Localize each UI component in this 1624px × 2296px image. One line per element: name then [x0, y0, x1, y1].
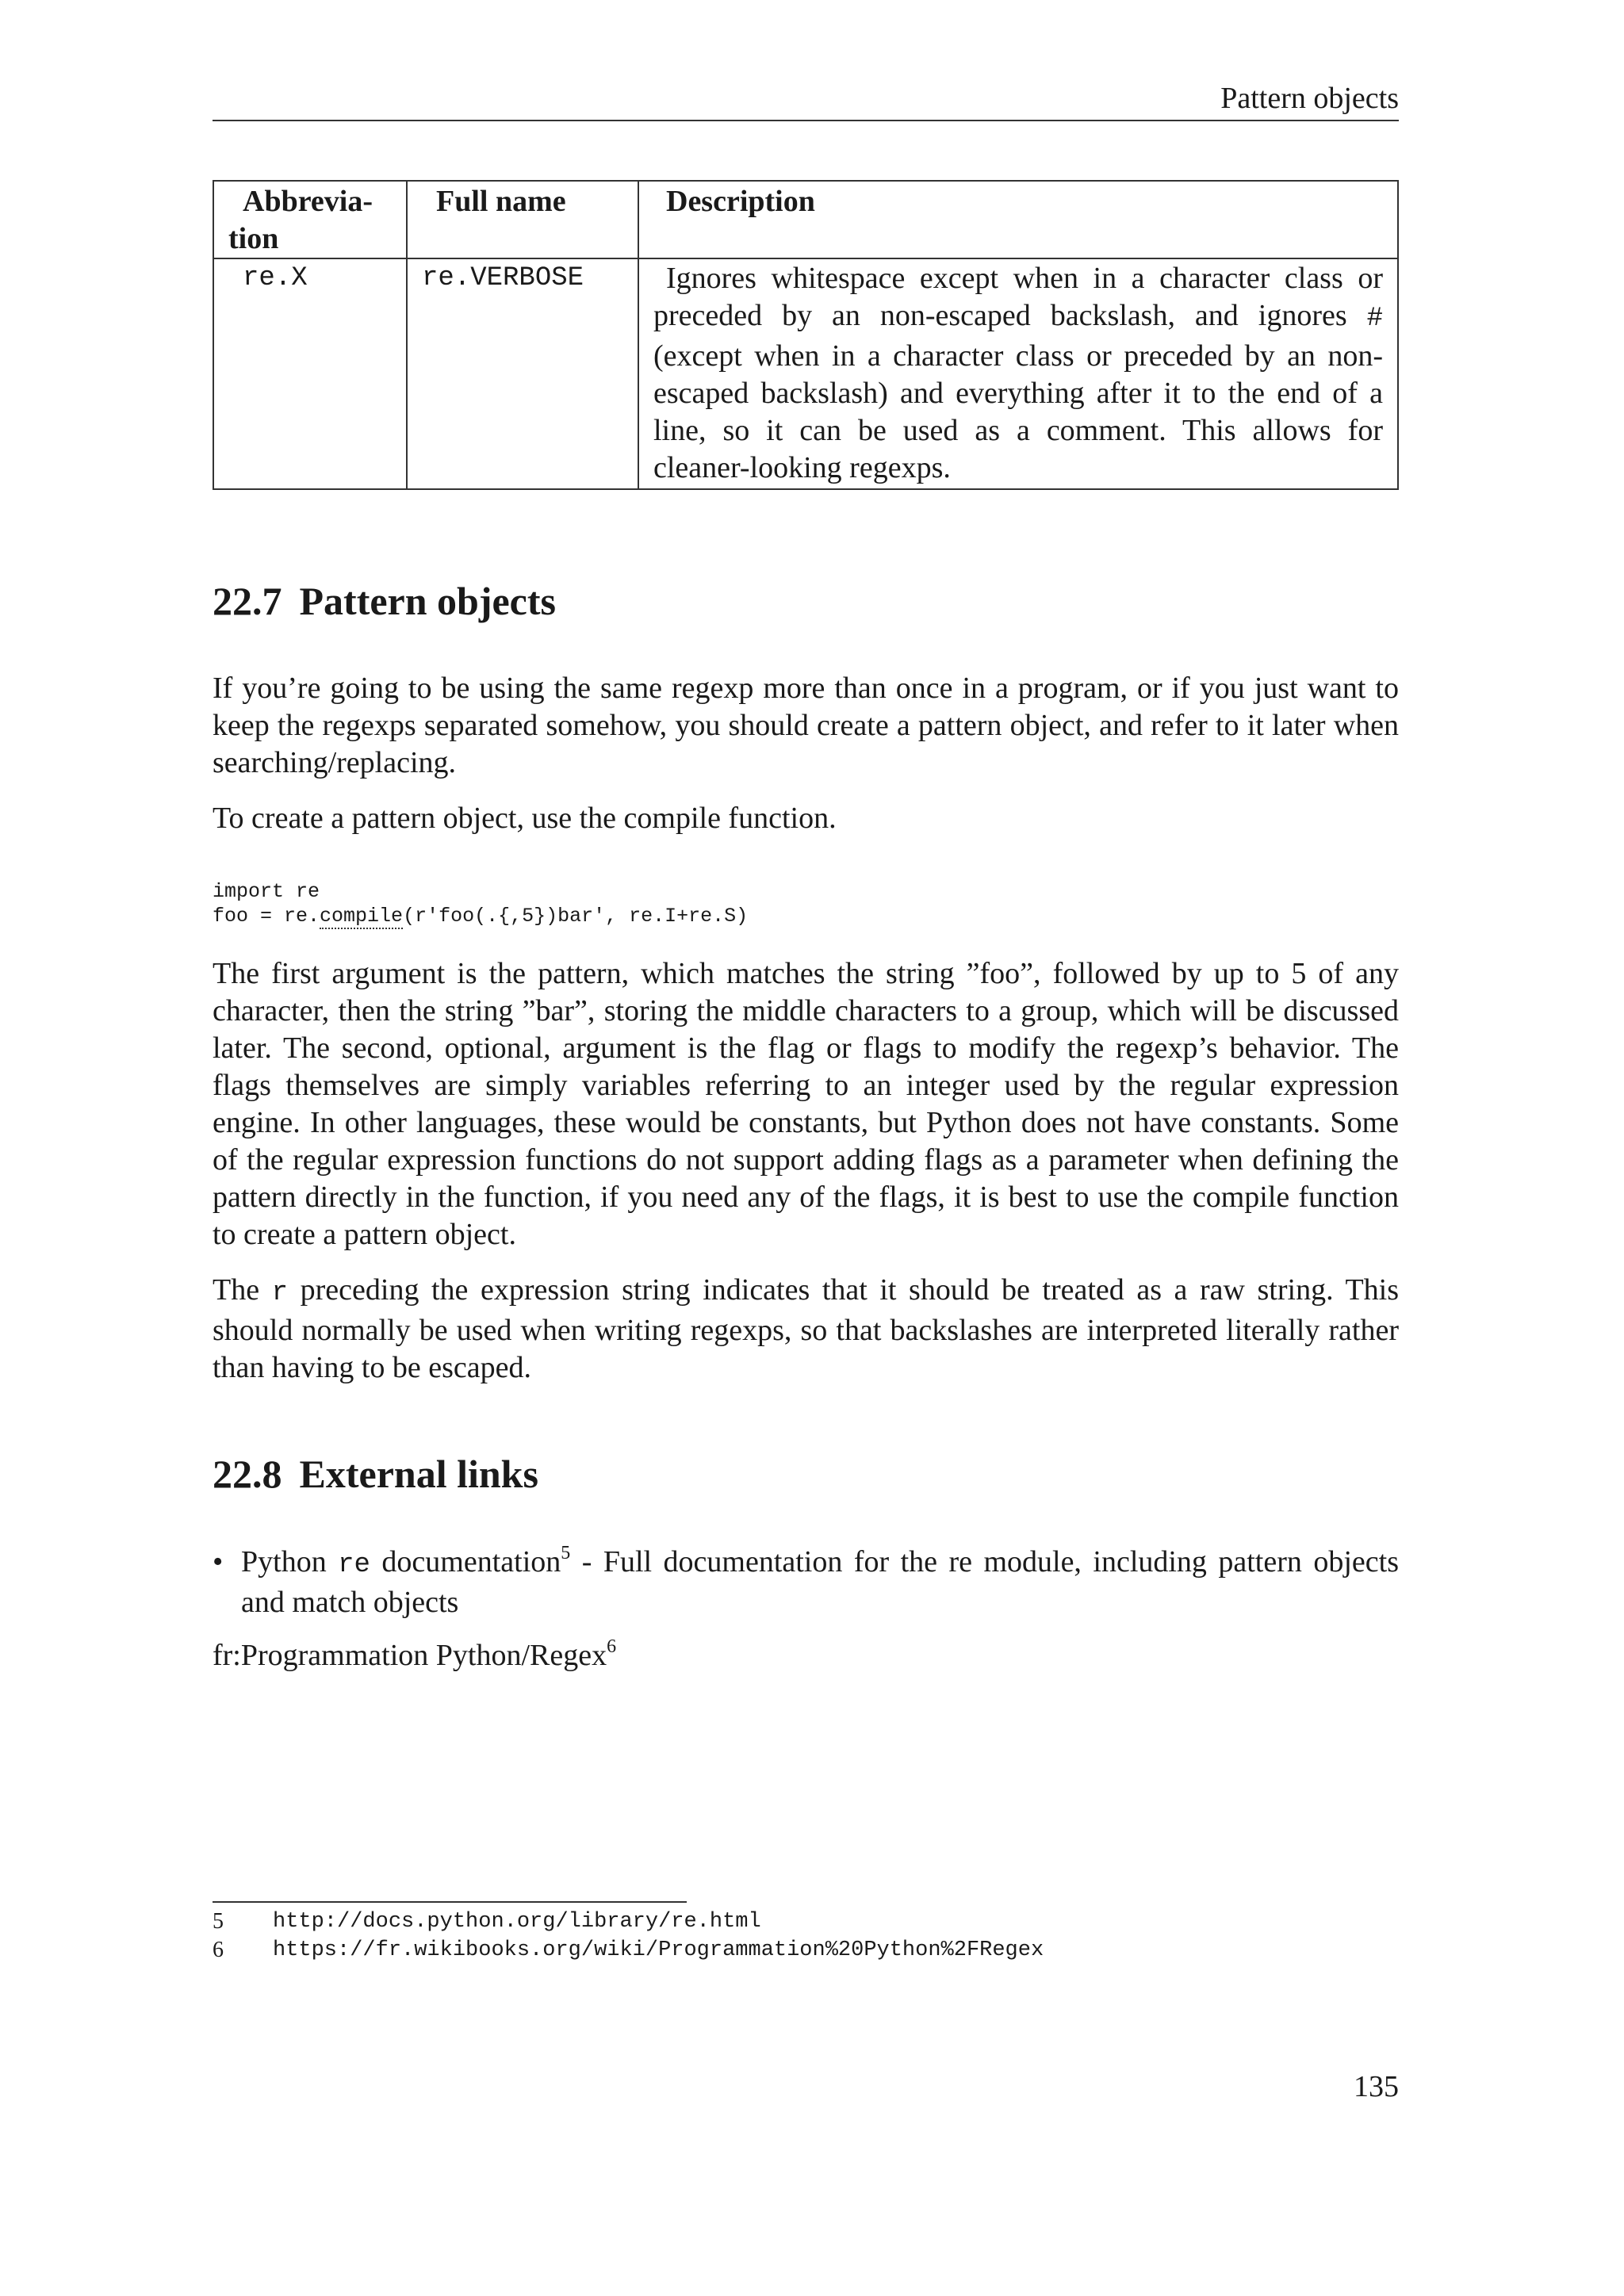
- footnote-ref-6[interactable]: 6: [607, 1636, 617, 1658]
- flags-table-header-row: [213, 181, 1398, 258]
- list-item-text: Python re documentation$^5$ - Full documentation for the re module, including pattern objects and match objects: [241, 1543, 1399, 1619]
- code-line: import re: [213, 880, 320, 903]
- flags-table: [213, 180, 1399, 490]
- paragraph: To create a pattern object, use the compile function.: [213, 802, 837, 835]
- full-name-header: Full name: [407, 181, 638, 258]
- description-header: Description: [638, 181, 1398, 258]
- compile-link[interactable]: compile: [320, 905, 404, 928]
- list-item: [213, 1544, 1399, 1621]
- abbreviation-cell: re.X: [213, 258, 407, 489]
- paragraph: If you’re going to be using the same regexp more than once in a program, or if you just want to keep the regexps separated somehow, you should create a pattern object, and refer to it later when searching/replacing.: [213, 672, 1399, 779]
- section-heading-22-7: 22.7 Pattern objects: [213, 579, 556, 623]
- code-line: foo = re.compile(r'foo(.{,5})bar', re.I+re.S): [213, 905, 749, 928]
- footnote-ref-5[interactable]: 5: [561, 1543, 571, 1564]
- bullet-icon: •: [213, 1545, 224, 1578]
- header-rule: [213, 120, 1399, 121]
- paragraph: The r preceding the expression string indicates that it should be treated as a raw string. This should normally be used when writing regexps, so that backslashes are interpreted literally rather than having to be escaped.: [213, 1273, 1400, 1384]
- python-re-documentation-link[interactable]: documentation: [370, 1545, 561, 1578]
- paragraph: The first argument is the pattern, which matches the string ”foo”, followed by up to 5 of any character, then the string ”bar”, storing the middle characters to a group, which will be discussed later. The second, optional, argument is the flag or flags to modify the regexp’s behavior. The flags themselves are simply variables referring to an integer used by the regular expression engine. In other languages, these would be constants, but Python does not have constants. Some of the regular expression functions do not support adding flags as a parameter when defining the pattern directly in the function, if you need any of the flags, it is best to use the compile function to create a pattern object.: [213, 957, 1399, 1251]
- footnote-rule: [213, 1901, 687, 1903]
- section-heading-22-8: 22.8 External links: [213, 1452, 538, 1496]
- full-name-cell: re.VERBOSE: [407, 258, 638, 489]
- table-row: [213, 258, 1398, 489]
- description-cell: Ignores whitespace except when in a character class or preceded by an non-escaped backslash, and ignores # (except when in a character class or preceded by an non-escaped backslash) and everything after it to the end of a line, so it can be used as a comment. This allows for cleaner-looking regexps.: [638, 258, 1398, 489]
- code-block: [213, 879, 748, 928]
- page-number: 135: [1354, 2070, 1399, 2103]
- running-head: Pattern objects: [1220, 82, 1399, 115]
- french-wikibooks-link[interactable]: fr:Programmation Python/Regex$^6$: [213, 1636, 617, 1672]
- footnote-url[interactable]: http://docs.python.org/library/re.html: [273, 1910, 761, 1934]
- abbreviation-header: Abbrevia- tion: [213, 181, 407, 258]
- footnote-url[interactable]: https://fr.wikibooks.org/wiki/Programmation%20Python%2FRegex: [273, 1938, 1044, 1962]
